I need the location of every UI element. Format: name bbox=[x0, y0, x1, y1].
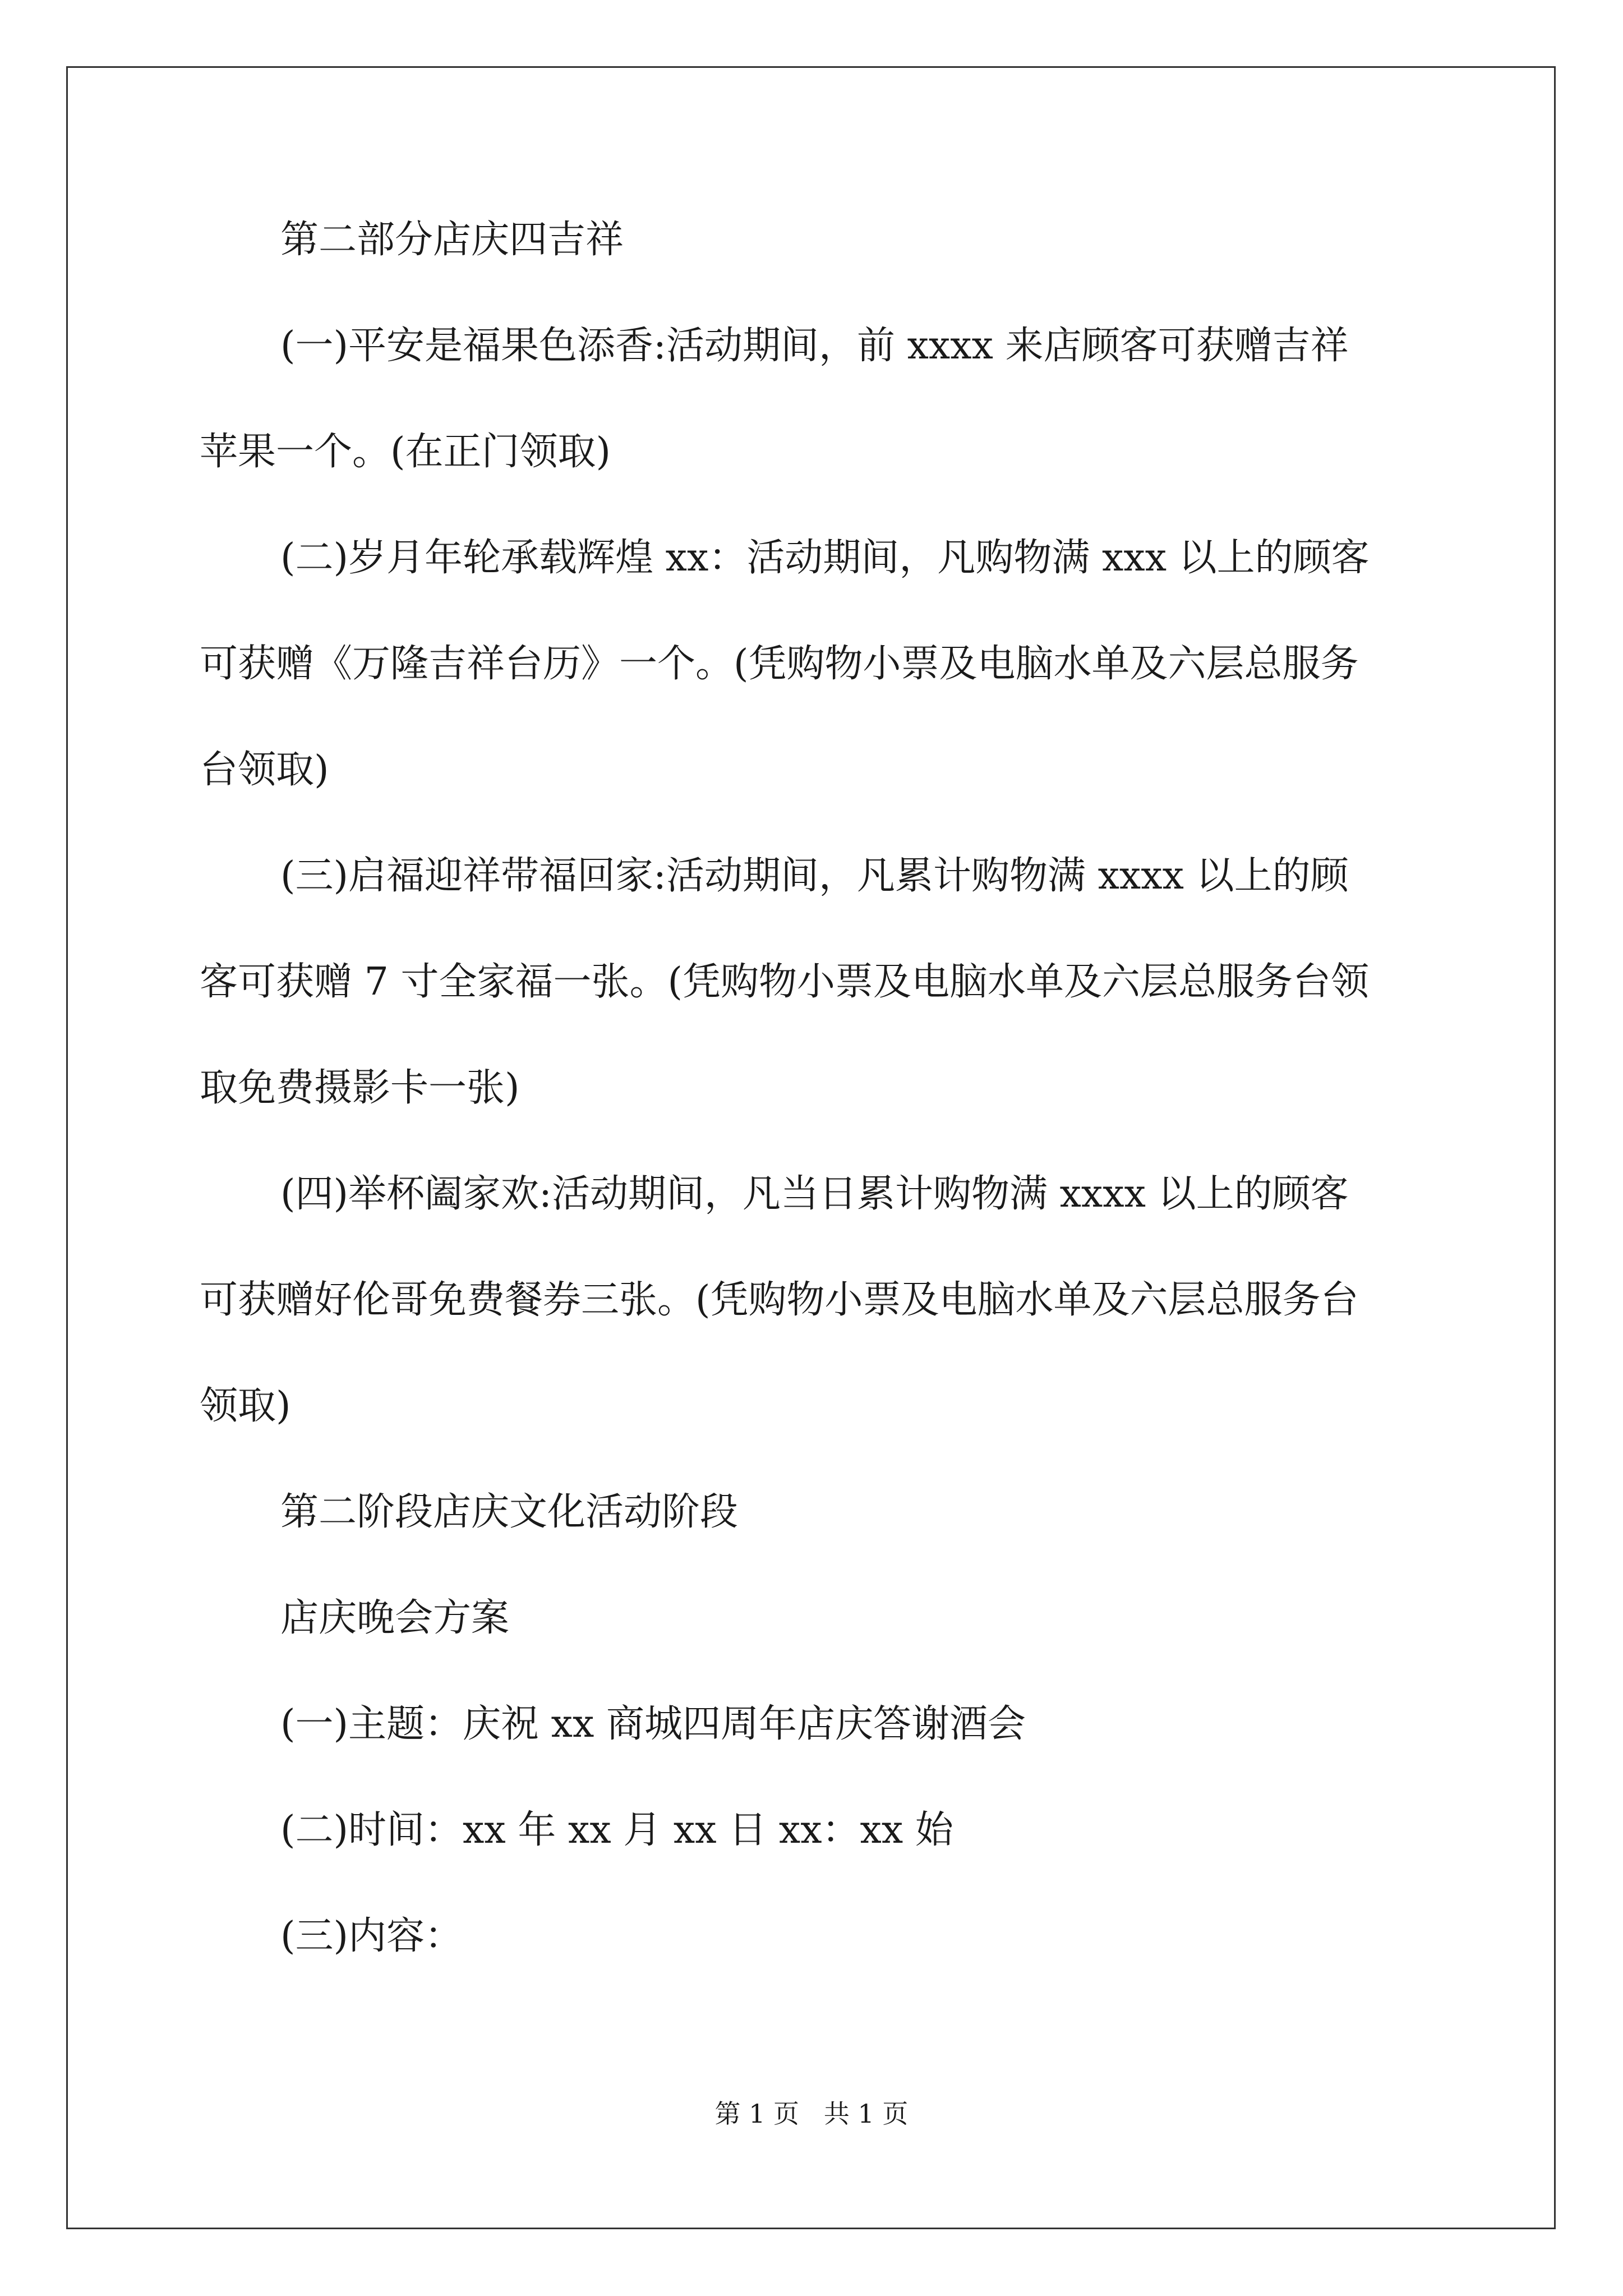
paragraph-line: (三)启福迎祥带福回家:活动期间，凡累计购物满 xxxx 以上的顾 bbox=[280, 854, 1349, 898]
paragraph-line: 可获赠好伦哥免费餐券三张。(凭购物小票及电脑水单及六层总服务台 bbox=[200, 1278, 1359, 1322]
paragraph-item-3 bbox=[200, 849, 1433, 1115]
page-footer: 第 1 页 共 1 页 bbox=[714, 2099, 909, 2129]
paragraph-line: (三)内容： bbox=[280, 1914, 463, 1958]
paragraph-line: (四)举杯阖家欢:活动期间，凡当日累计购物满 xxxx 以上的顾客 bbox=[280, 1172, 1349, 1216]
paragraph-item-content bbox=[200, 1910, 1433, 1963]
paragraph-item-4 bbox=[200, 1167, 1433, 1433]
heading-line: 店庆晚会方案 bbox=[280, 1596, 510, 1640]
paragraph-line: 领取) bbox=[200, 1384, 291, 1428]
paragraph-line: (一)平安是福果色添香:活动期间，前 xxxx 来店顾客可获赠吉祥 bbox=[280, 324, 1349, 368]
paragraph-item-theme bbox=[200, 1697, 1433, 1751]
paragraph-line: (二)时间：xx 年 xx 月 xx 日 xx：xx 始 bbox=[280, 1808, 953, 1852]
paragraph-line: 苹果一个。(在正门领取) bbox=[200, 430, 611, 474]
heading-line: 第二阶段店庆文化活动阶段 bbox=[280, 1490, 739, 1534]
paragraph-item-2 bbox=[200, 531, 1433, 797]
paragraph-item-time bbox=[200, 1803, 1433, 1857]
paragraph-line: (一)主题：庆祝 xx 商城四周年店庆答谢酒会 bbox=[280, 1702, 1026, 1746]
heading-line: 第二部分店庆四吉祥 bbox=[280, 218, 624, 262]
paragraph-line: 取免费摄影卡一张) bbox=[200, 1066, 520, 1110]
paragraph-line: 可获赠《万隆吉祥台历》一个。(凭购物小票及电脑水单及六层总服务 bbox=[200, 642, 1359, 686]
paragraph-line: (二)岁月年轮承载辉煌 xx：活动期间，凡购物满 xxx 以上的顾客 bbox=[280, 536, 1370, 580]
document-body bbox=[200, 213, 1433, 2016]
section-heading bbox=[200, 1485, 1433, 1539]
paragraph-item-1 bbox=[200, 319, 1433, 479]
paragraph-line: 客可获赠 7 寸全家福一张。(凭购物小票及电脑水单及六层总服务台领 bbox=[200, 960, 1370, 1004]
paragraph-line: 台领取) bbox=[200, 748, 329, 792]
section-heading bbox=[200, 213, 1433, 267]
section-heading bbox=[200, 1591, 1433, 1645]
